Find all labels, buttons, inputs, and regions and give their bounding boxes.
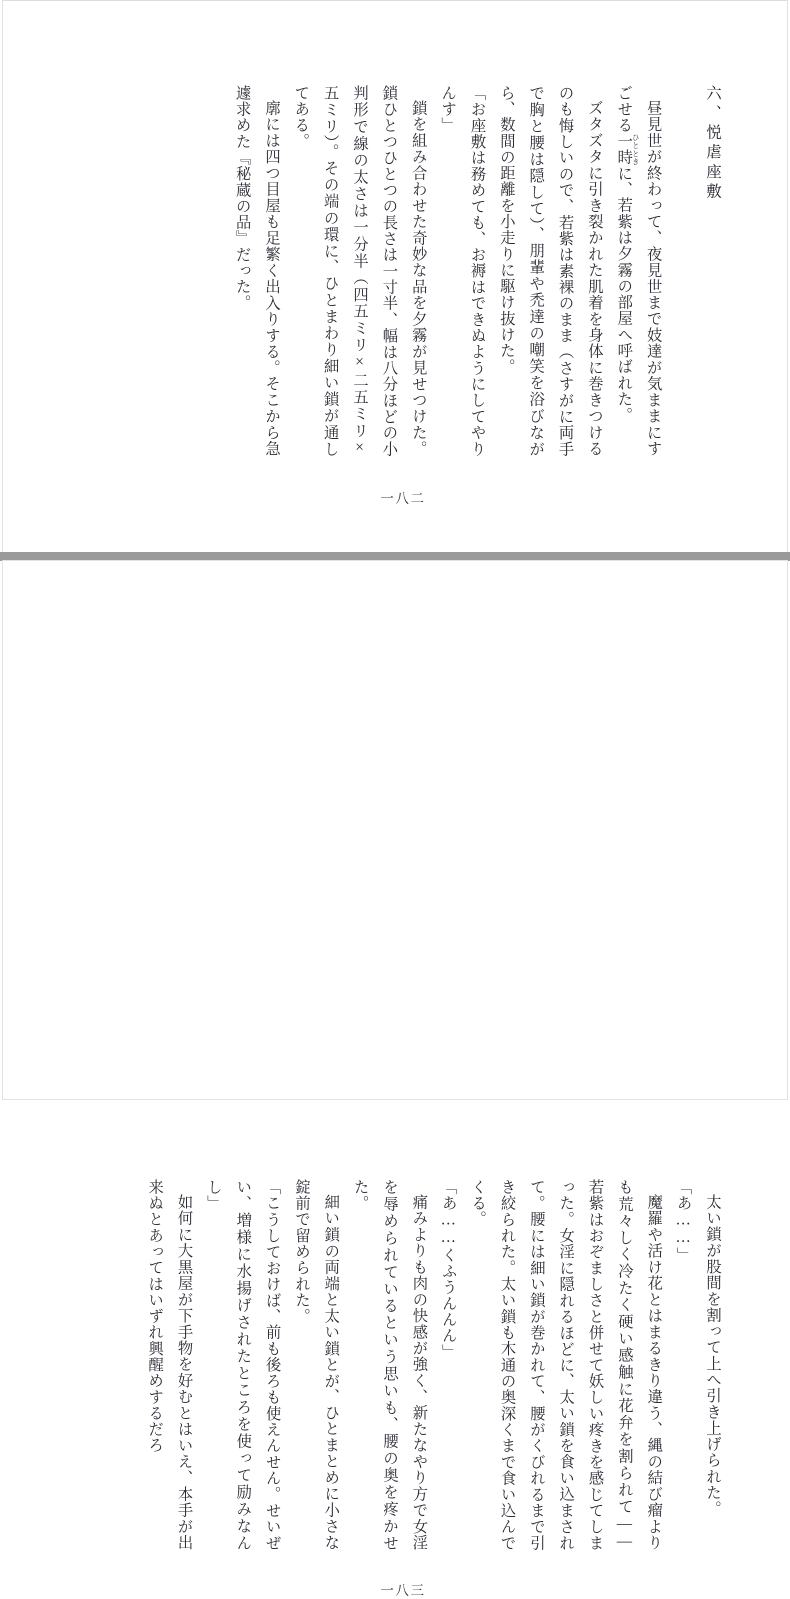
ruby-base: 一時: [615, 133, 633, 166]
paragraph: ズタズタに引き裂かれた肌着を身体に巻きつけるのも悔しいので、若紫は素裸のまま（さすがに両手で胸と腰は隠して）、朋輩や禿達の嘲笑を浴びながら、数間の距離を小走りに駆け抜けた。: [497, 85, 603, 457]
paragraph: [609, 85, 668, 457]
text-run: に、若紫は夕霧の部屋へ呼ばれた。: [615, 165, 633, 424]
ruby-text: ひととき: [631, 133, 640, 166]
paragraph: 魔羅や活け花とはまるきり違う、縄の結び瘤よりも荒々しく冷たく硬い感触に花弁を割られて――若紫はおぞましさと併せて妖しい疼きを感じてしまった。女淫に隠れるほどに、太い鎖を食い込まされて。腰には細い鎖が巻かれて、腰がくびれるまで引き絞られた。太い鎖も木通の奥深くまで食い込んでくる。: [469, 1179, 663, 1551]
paragraph: 如何に大黒屋が下手物を好むとはいえ、本手が出来ぬとあってはいずれ興醒めするだろ: [146, 1179, 193, 1551]
paragraph-dialogue: 「あ……」: [674, 1179, 692, 1264]
paragraph-dialogue: 「こうしておけば、前も後ろも使えんせん。せいぜい、増様に水揚げされたところを使って励みなんし」: [204, 1179, 281, 1551]
text-run: まにすごせる: [615, 85, 662, 457]
paragraph: 太い鎖が股間を割って上へ引き上げられた。: [704, 1194, 721, 1517]
section-heading: 六、悦虐座敷: [704, 85, 721, 203]
page-183-text-block: [37, 1179, 727, 1551]
ruby-annotation: [615, 133, 640, 166]
page-number-182: 一八二: [380, 491, 426, 506]
text-run: 昼見世が終わって、夜見世まで妓達が気ま: [644, 100, 662, 409]
paragraph: 鎖を組み合わせた奇妙な品を夕霧が見せつけた。鎖ひとつひとつの長さは一寸半、幅は八分ほどの小判形で線の太さは一分半（四五ミリ×二五ミリ×五ミリ）。その端の環に、ひとまわり細い鎖が通してある。: [292, 85, 427, 457]
book-page-183: [2, 560, 788, 1598]
paragraph: 痛みよりも肉の快感が強く、新たなやり方で女淫を辱められているという思いも、腰の奥を疼かせた。: [351, 1179, 428, 1551]
page-182-text-block: [37, 85, 727, 457]
page-number-183: 一八三: [380, 1583, 426, 1598]
paragraph-dialogue: 「お座敷は務めても、お褥はできぬようにしてやりんす」: [439, 85, 486, 457]
paragraph: 廓には四つ目屋も足繁く出入りする。そこから急遽求めた『秘蔵の品』だった。: [233, 85, 280, 457]
book-page-182: [2, 0, 788, 553]
paragraph-dialogue: 「あ……くふうんんん」: [439, 1179, 457, 1360]
paragraph: 細い鎖の両端と太い鎖とが、ひとまとめに小さな錠前で留められた。: [292, 1179, 340, 1551]
